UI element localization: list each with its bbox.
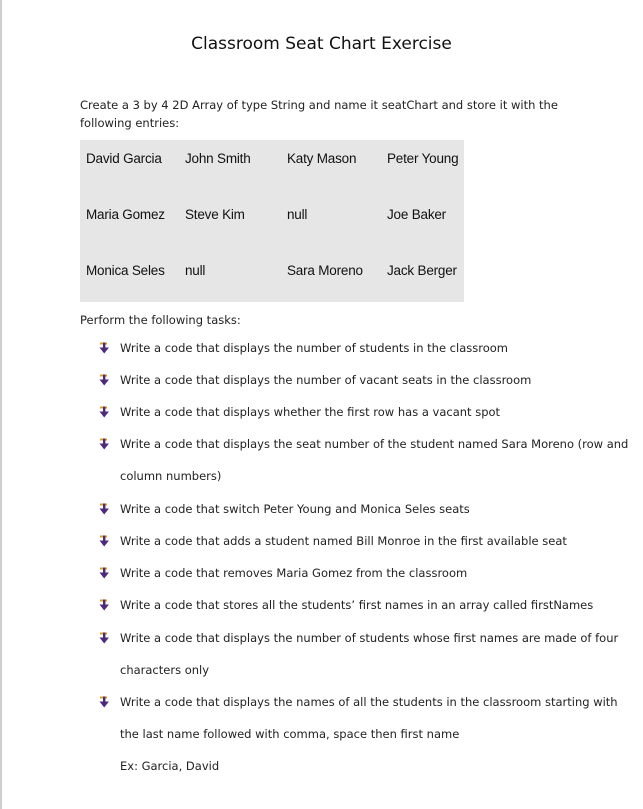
task-item-line: the last name followed with comma, space then first name xyxy=(120,727,460,741)
arrow-down-bullet-icon xyxy=(99,632,111,644)
task-item-line: characters only xyxy=(120,663,210,677)
arrow-down-bullet-icon xyxy=(99,503,111,515)
task-item-line: Write a code that displays whether the first row has a vacant spot xyxy=(120,405,501,419)
arrow-down-bullet-icon xyxy=(99,374,111,386)
task-item-line: Write a code that displays the number of students in the classroom xyxy=(120,341,508,355)
arrow-down-bullet-icon xyxy=(99,599,111,611)
task-item-line: Write a code that displays the number of vacant seats in the classroom xyxy=(120,373,532,387)
arrow-down-bullet-icon xyxy=(99,438,111,450)
seat-cell: David Garcia xyxy=(86,151,162,166)
seat-cell: Steve Kim xyxy=(185,207,245,222)
task-item-line: Write a code that displays the seat number of the student named Sara Moreno (row and xyxy=(120,437,629,451)
seat-cell: Sara Moreno xyxy=(287,263,363,278)
intro-paragraph: Create a 3 by 4 2D Array of type String and name it seatChart and store it with the following entries: xyxy=(80,98,558,130)
task-item-line: Write a code that adds a student named Bill Monroe in the first available seat xyxy=(120,534,567,548)
arrow-down-bullet-icon xyxy=(99,535,111,547)
tasks-heading: Perform the following tasks: xyxy=(80,313,241,327)
arrow-down-bullet-icon xyxy=(99,406,111,418)
task-item-line: Write a code that removes Maria Gomez from the classroom xyxy=(120,566,468,580)
task-item-line: Write a code that stores all the students’ first names in an array called firstNames xyxy=(120,598,594,612)
seat-cell: null xyxy=(287,207,308,222)
page-title: Classroom Seat Chart Exercise xyxy=(191,34,452,54)
seat-chart-table xyxy=(80,140,464,302)
arrow-down-bullet-icon xyxy=(99,342,111,354)
page-edge xyxy=(0,0,2,809)
seat-cell: Maria Gomez xyxy=(86,207,165,222)
task-item-line: Ex: Garcia, David xyxy=(120,759,220,773)
task-item-line: column numbers) xyxy=(120,469,222,483)
seat-cell: Jack Berger xyxy=(387,263,457,278)
seat-cell: Joe Baker xyxy=(387,207,446,222)
seat-cell: Peter Young xyxy=(387,151,459,166)
task-item-line: Write a code that displays the names of all the students in the classroom starting with xyxy=(120,695,618,709)
task-item-line: Write a code that displays the number of students whose first names are made of four xyxy=(120,631,619,645)
seat-cell: null xyxy=(185,263,206,278)
task-item-line: Write a code that switch Peter Young and Monica Seles seats xyxy=(120,502,470,516)
arrow-down-bullet-icon xyxy=(99,567,111,579)
seat-cell: John Smith xyxy=(185,151,251,166)
seat-cell: Monica Seles xyxy=(86,263,165,278)
seat-cell: Katy Mason xyxy=(287,151,357,166)
arrow-down-bullet-icon xyxy=(99,696,111,708)
